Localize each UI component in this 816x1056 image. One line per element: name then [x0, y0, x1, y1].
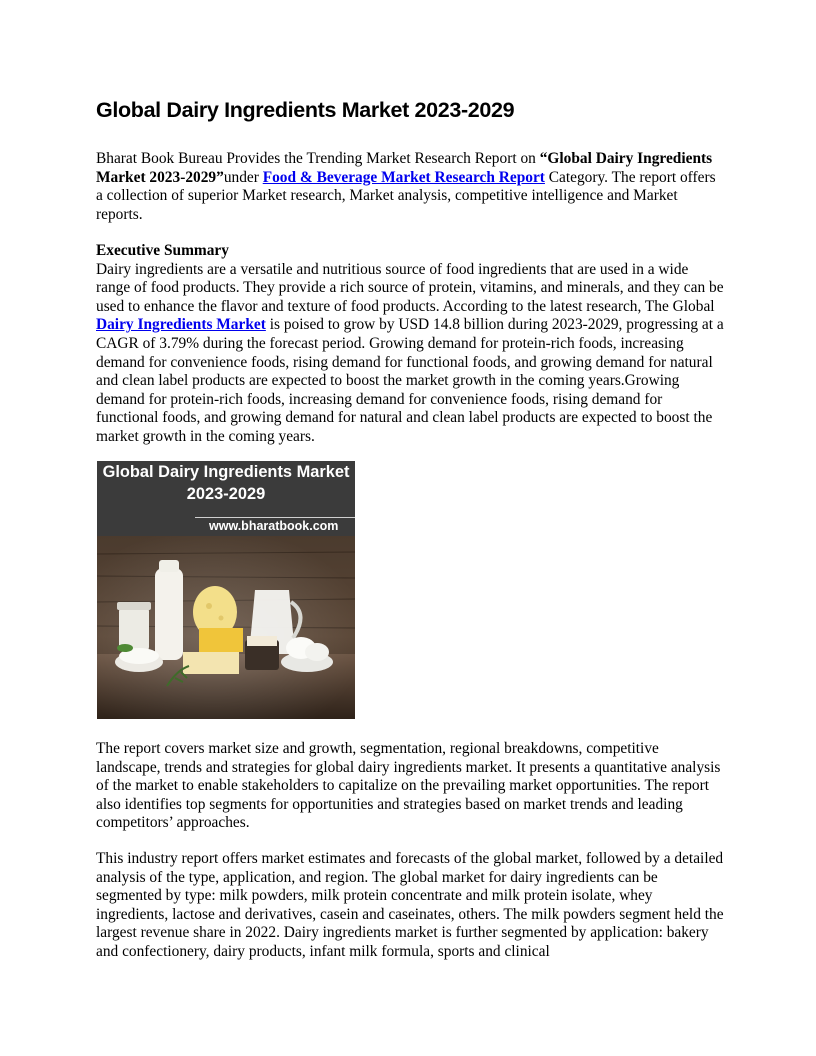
- mozzarella-ball-2: [305, 643, 329, 661]
- category-link[interactable]: Food & Beverage Market Research Report: [262, 168, 545, 186]
- yellow-cheese-block: [199, 628, 243, 652]
- dairy-products-photo: [97, 536, 355, 719]
- report-coverage-paragraph: The report covers market size and growth, segmentation, regional breakdowns, competitive landscape, trends and strategies for global dairy ingredients market. It presents a quantitative analysis of the market to enable stakeholders to capitalize on the prevailing market opportunities. The report also identifies top segments for opportunities and strategies based on market trends and leading competitors’ approaches.: [96, 740, 721, 832]
- banner-title: [97, 462, 355, 505]
- executive-summary: [96, 242, 726, 447]
- intro-text-under: under: [223, 168, 263, 186]
- intro-paragraph: [96, 150, 726, 224]
- dairy-ingredients-market-link[interactable]: Dairy Ingredients Market: [96, 316, 266, 334]
- executive-summary-heading: Executive Summary: [96, 242, 229, 259]
- report-banner-image: [97, 461, 355, 719]
- banner-title-line2: 2023-2029: [186, 484, 266, 503]
- basil-leaves: [117, 644, 133, 652]
- milk-bottle: [155, 568, 183, 660]
- cheese-hole-1: [206, 603, 212, 609]
- banner-header: [97, 461, 355, 538]
- report-title-quote: “Global Dairy Ingredients Market 2023-2029”: [96, 150, 713, 186]
- hard-cheese-block: [183, 652, 239, 674]
- milk-bottle-cap: [159, 560, 179, 572]
- cheese-hole-2: [219, 616, 224, 621]
- intro-text-end: Category. The report offers a collection of superior Market research, Market analysis, competitive intelligence and Market reports.: [96, 168, 716, 223]
- banner-divider: [195, 517, 355, 518]
- cream-jar-lid: [117, 602, 151, 610]
- page-title: Global Dairy Ingredients Market 2023-2029: [96, 98, 515, 122]
- banner-title-line1: Global Dairy Ingredients Market: [102, 463, 350, 481]
- executive-summary-text-start: Dairy ingredients are a versatile and nutritious source of food ingredients that are used in a wide range of food products. They provide a rich source of protein, vitamins, and minerals, and they can be used to enhance the flavor and texture of food products. According to the latest research, The Global: [96, 260, 724, 315]
- segmentation-paragraph: This industry report offers market estimates and forecasts of the global market, followed by a detailed analysis of the type, application, and region. The global market for dairy ingredients can be segmented by type: milk powders, milk protein concentrate and milk protein isolate, whey ingredients, lactose and derivatives, casein and caseinates, others. The milk powders segment held the largest revenue share in 2022. Dairy ingredients market is further segmented by application: bakery and confectionery, dairy products, infant milk formula, sports and clinical: [96, 850, 724, 960]
- executive-summary-text-end: is poised to grow by USD 14.8 billion during 2023-2029, progressing at a CAGR of 3.79% during the forecast period. Growing demand for protein-rich foods, increasing demand for convenience foods, rising demand for functional foods, and growing demand for natural and clean label products are expected to boost the market growth in the coming years.Growing demand for protein-rich foods, increasing demand for convenience foods, rising demand for functional foods, and growing demand for natural and clean label products are expected to boost the market growth in the coming years.: [96, 316, 724, 445]
- banner-url: www.bharatbook.com: [209, 519, 339, 533]
- brie-wedge: [247, 636, 277, 646]
- intro-text-start: Bharat Book Bureau Provides the Trending Market Research Report on: [96, 150, 540, 167]
